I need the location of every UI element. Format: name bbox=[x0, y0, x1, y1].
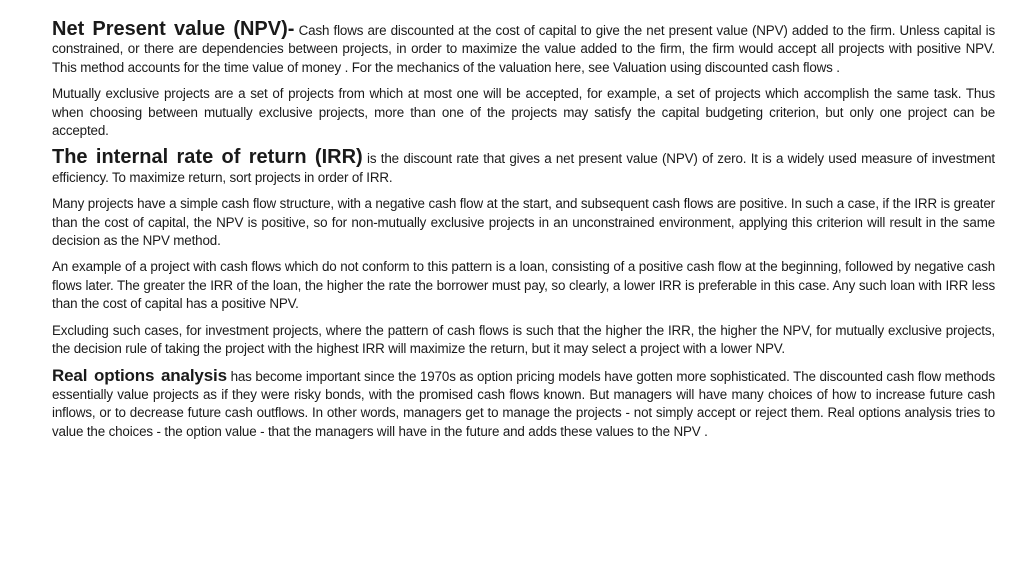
slide-content bbox=[52, 20, 995, 449]
irr-excluding-paragraph: Excluding such cases, for investment projects, where the pattern of cash flows is such that the higher the IRR, the higher the NPV, for mutually exclusive projects, the decision rule of taking the project with the highest IRR will maximize the return, but it may select a project with a lower NPV. bbox=[52, 322, 995, 357]
irr-paragraph bbox=[52, 148, 995, 187]
irr-loan-paragraph: An example of a project with cash flows which do not conform to this pattern is a loan, consisting of a positive cash flow at the beginning, followed by negative cash flows later. The greater the IRR of the loan, the higher the rate the borrower must pay, so clearly, a lower IRR is preferable in this case. Any such loan with IRR less than the cost of capital has a positive NPV. bbox=[52, 259, 995, 312]
npv-heading: Net Present value (NPV)- bbox=[52, 18, 295, 40]
irr-heading: The internal rate of return (IRR) bbox=[52, 146, 363, 169]
real-options-heading: Real options analysis bbox=[52, 365, 227, 385]
irr-simple-paragraph: Many projects have a simple cash flow structure, with a negative cash flow at the start, and subsequent cash flows are positive. In such a case, if the IRR is greater than the cost of capital, the NPV is positive, so for non-mutually exclusive projects in an unconstrained environment, applying this criterion will result in the same decision as the NPV method. bbox=[52, 196, 995, 249]
real-options-text: has become important since the 1970s as option pricing models have gotten more sophisticated. The discounted cash flow methods essentially value projects as if they were risky bonds, with the promised cash flows known. But managers will have many choices of how to increase future cash inflows, or to decrease future cash outflows. In other words, managers get to manage the projects - not simply accept or reject them. Real options analysis tries to value the choices - the option value - that the managers will have in the future and adds these values to the NPV . bbox=[52, 368, 995, 439]
npv-text: Cash flows are discounted at the cost of capital to give the net present value (NPV) added to the firm. Unless capital is constrained, or there are dependencies between projects, in order to maximize the value added to the firm, the firm would accept all projects with positive NPV. This method accounts for the time value of money . For the mechanics of the valuation here, see Valuation using discounted cash flows . bbox=[52, 23, 995, 75]
real-options-paragraph bbox=[52, 367, 995, 442]
npv-paragraph bbox=[52, 20, 995, 77]
irr-text: is the discount rate that gives a net present value (NPV) of zero. It is a widely used measure of investment efficiency. To maximize return, sort projects in order of IRR. bbox=[52, 151, 995, 185]
mutually-exclusive-paragraph: Mutually exclusive projects are a set of projects from which at most one will be accepted, for example, a set of projects which accomplish the same task. Thus when choosing between mutually exclusive projects, more than one of the projects may satisfy the capital budgeting criterion, but only one project can be accepted. bbox=[52, 86, 995, 139]
